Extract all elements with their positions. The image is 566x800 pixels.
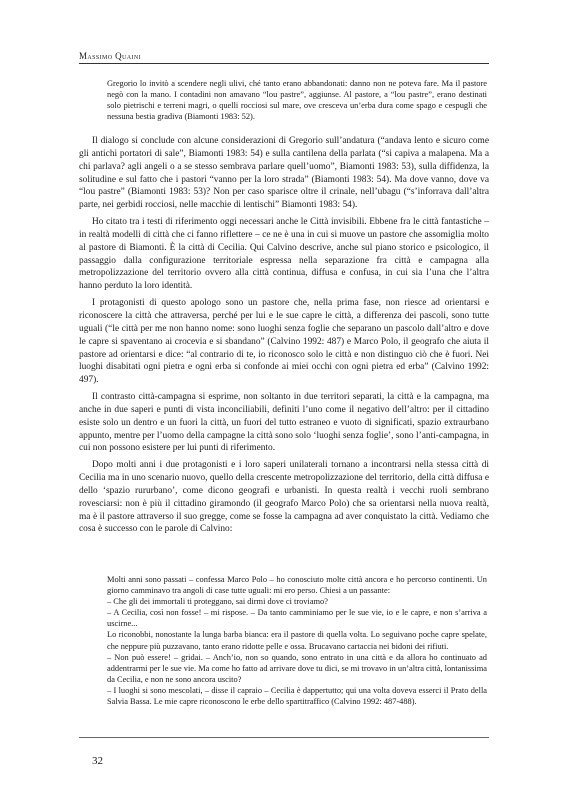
quote-line: – I luoghi si sono mescolati, – disse il capraio – Cecilia è dappertutto; qui una volta doveva esserci il Prato della Salvia Bassa. Le mie capre riconoscono le erbe dello spartitraffico (Calvino 1992: 487-488). bbox=[107, 685, 487, 707]
quote-line: Molti anni sono passati – confessa Marco Polo – ho conosciuto molte città ancora e ho percorso continenti. Un giorno camminavo tra angoli di case tutte uguali: mi ero perso. Chiesi a un passante: bbox=[107, 575, 487, 596]
quote-paragraph: Gregorio lo invitò a scendere negli ulivi, ché tanto erano abbandonati: danno non ne poteva fare. Ma il pastore negò con la mano. I contadini non amavano “lou pastre”, aggiunse. Al pastore, a “lou pastre”, erano destinati solo pietrischi e terreni magri, o quelli rocciosi sul mare, ove cresceva un’erba dura come spago e cespugli che nessuna bestia gradiva (Biamonti 1983: 52). bbox=[107, 79, 487, 122]
block-quote-calvino bbox=[107, 574, 487, 707]
quote-line: – A Cecilia, così non fosse! – mi rispose. – Da tanto camminiamo per le sue vie, io e le capre, e non s’arriva a uscirne... bbox=[107, 608, 487, 629]
body-paragraph: Ho citato tra i testi di riferimento oggi necessari anche le Città invisibili. Ebbene fra le città fantastiche – in realtà modelli di città che ci fanno riflettere – ce ne è una in cui si muove un pastore che assomiglia molto al pastore di Biamonti. È la città di Cecilia. Qui Calvino descrive, anche sul piano storico e psicologico, il passaggio dalla configurazione territoriale espressa nella separazione fra città e campagna alla metropolizzazione del territorio ovvero alla città continua, diffusa e confusa, in cui sia l’una che l’altra hanno perduto la loro identità. bbox=[79, 217, 489, 292]
quote-line: – Non può essere! – gridai. – Anch’io, non so quando, sono entrato in una città e da allora ho continuato ad addentrarmi per le sue vie. Ma come ho fatto ad arrivare dove tu dici, se mi trovavo in un’altra città, lontanissima da Cecilia, e non ne sono ancora uscito? bbox=[107, 652, 487, 684]
quote-line: Lo riconobbi, nonostante la lunga barba bianca: era il pastore di quella volta. Lo seguivano poche capre spelate, che neppure più puzzavano, tanto erano ridotte pelle e ossa. Brucavano cartaccia nei bidoni dei rifiuti. bbox=[107, 630, 487, 651]
body-paragraph: Il contrasto città-campagna si esprime, non soltanto in due territori separati, la città e la campagna, ma anche in due saperi e punti di vista inconciliabili, definiti l’uno come il negativo dell’altro: per il cittadino esiste solo un dentro e un fuori la città, un fuori del tutto estraneo e vuoto di significati, spazio extraurbano appunto, mentre per l’uomo della campagne la città sono solo ‘luoghi senza foglie’, sono l’anti-campagna, in cui non possono esistere per lui punti di riferimento. bbox=[79, 392, 489, 454]
running-header: Massimo Quaini bbox=[79, 51, 142, 61]
body-paragraph: Il dialogo si conclude con alcune considerazioni di Gregorio sull’andatura (“andava lento e sicuro come gli antichi portatori di sale”, Biamonti 1983: 54) e sulla cantilena della parlata (“si capiva a malapena. Ma a chi parlava? agli angeli o a se stesso sembrava parlare quell’uomo”, Biamonti 1983: 53), sulla diffidenza, la solitudine e sul fatto che i pastori “vanno per la loro strada” (Biamonti 1983: 54). Ma dove vanno, dove va “lou pastre” (Biamonti 1983: 53)? Non per caso sparisce oltre il crinale, nell’ubagu (“s’inforrava dall’altra parte, nei gerbidi rocciosi, nelle macchie di lentischi” Biamonti 1983: 54). bbox=[79, 136, 489, 211]
header-rule bbox=[79, 63, 489, 64]
quote-line: – Che gli dei immortali ti proteggano, sai dirmi dove ci troviamo? bbox=[107, 597, 328, 607]
body-paragraph: Dopo molti anni i due protagonisti e i loro saperi unilaterali tornano a incontrarsi nella stessa città di Cecilia ma in uno scenario nuovo, quello della crescente metropolizzazione del territorio, della città diffusa e dello ‘spazio rururbano’, come dicono geografi e urbanisti. In questa realtà i vecchi ruoli sembrano rovesciarsi: non è più il cittadino giramondo (il geografo Marco Polo) che sa orientarsi nella nuova realtà, ma è il pastore attraverso il suo gregge, come se fosse la campagna ad aver conquistato la città. Vediamo che cosa è successo con le parole di Calvino: bbox=[79, 460, 489, 535]
body-text bbox=[79, 135, 489, 540]
block-quote-biamonti bbox=[107, 78, 487, 122]
page-number: 32 bbox=[92, 755, 103, 767]
body-paragraph: I protagonisti di questo apologo sono un pastore che, nella prima fase, non riesce ad orientarsi e riconoscere la città che attraversa, perché per lui e le sue capre le città, a differenza dei pascoli, sono tutte uguali (“le città per me non hanno nome: sono luoghi senza foglie che separano un pascolo dall’altro e dove le capre si spaventano ai crocevia e si sbandano” (Calvino 1992: 487) e Marco Polo, il geografo che aiuta il pastore ad orientarsi e dice: “al contrario di te, io riconosco solo le città e non distinguo ciò che è fuori. Nei luoghi disabitati ogni pietra e ogni erba si confonde ai miei occhi con ogni pietra ed erba” (Calvino 1992: 497). bbox=[79, 298, 489, 386]
footer-rule bbox=[79, 737, 489, 738]
